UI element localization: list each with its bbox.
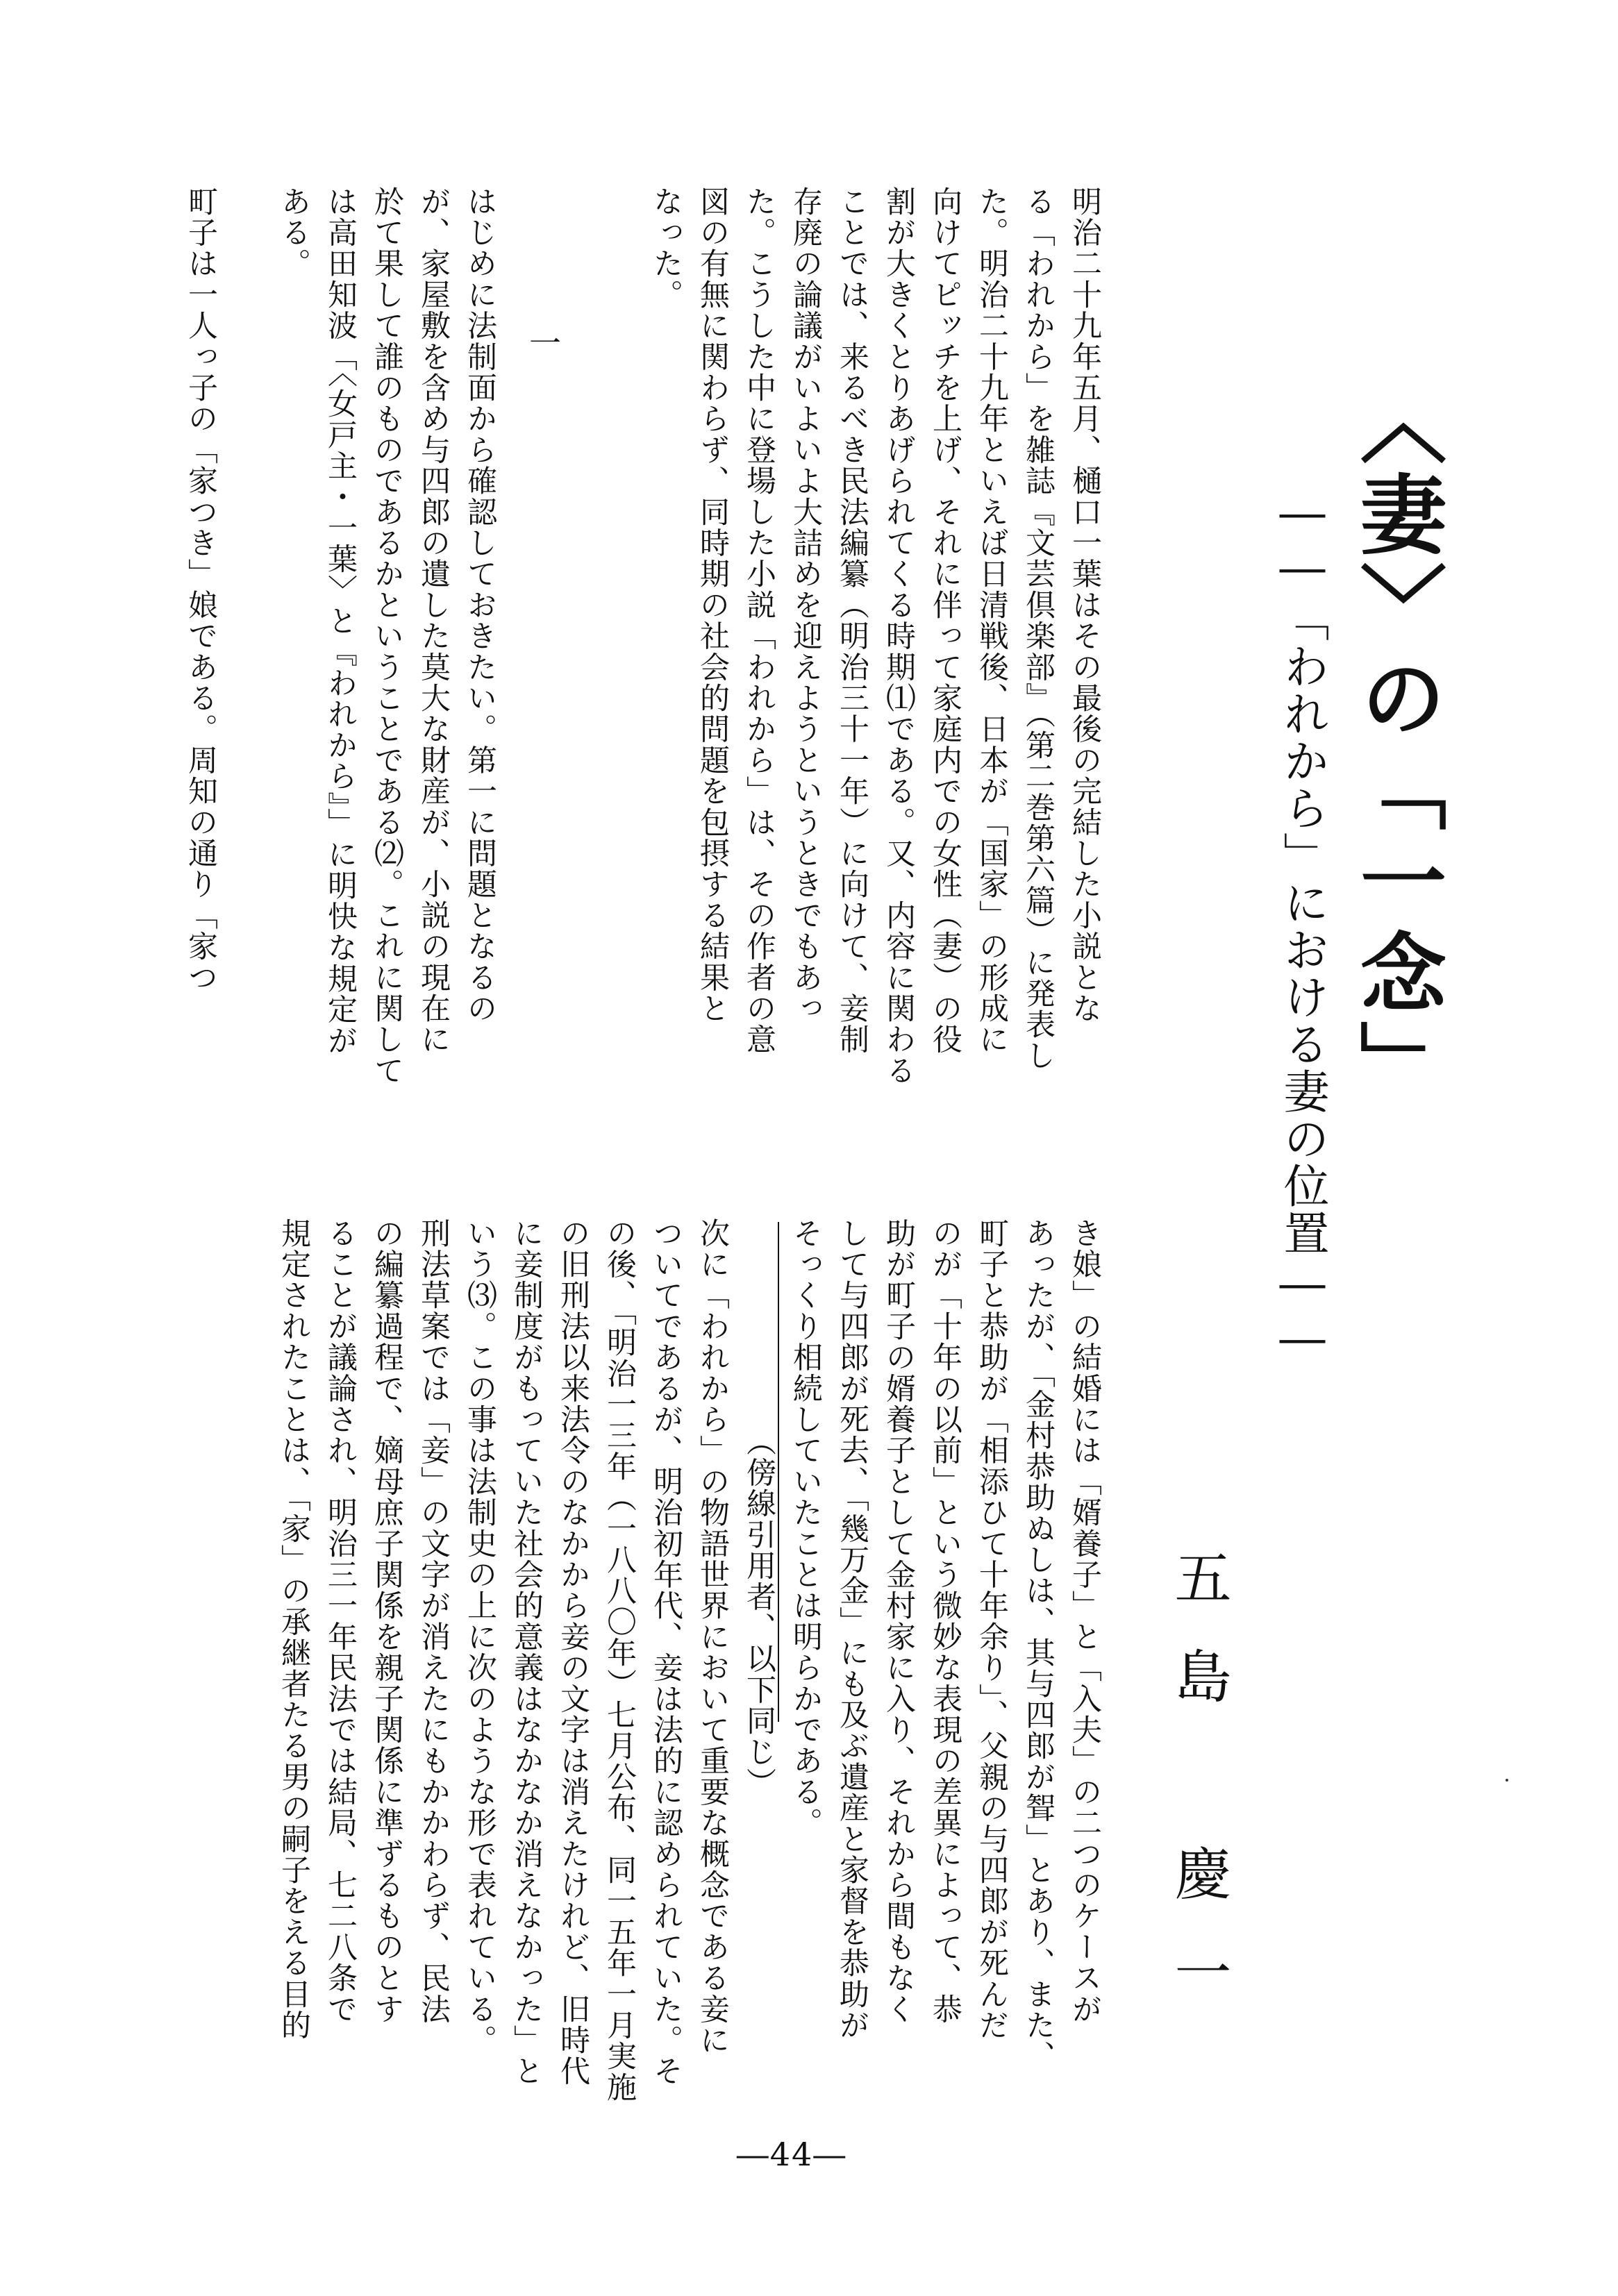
text-line: は高田知波「〈女戸主・一葉〉と『われから』」に明快な規定が bbox=[323, 186, 358, 1057]
intro-text-block bbox=[177, 186, 1108, 1116]
text-line: 割が大きくとりあげられてくる時期⑴である。又、内容に関わる bbox=[881, 186, 916, 1087]
text-line: ついてであるが、明治初年代、妾は法的に認められていた。そ bbox=[649, 1218, 683, 2087]
text-line: の編纂過程で、嫡母庶子関係を親子関係に準ずるものとす bbox=[369, 1218, 404, 2025]
text-line: 規定されたことは、「家」の承継者たる男の嗣子をえる目的 bbox=[276, 1218, 311, 2041]
section-heading: 一 bbox=[524, 326, 562, 358]
text-line: 明治二十九年五月、樋口一葉はその最後の完結した小説とな bbox=[1067, 186, 1102, 1024]
text-line: き娘」の結婚には「婿養子」と「入夫」の二つのケースが bbox=[1067, 1218, 1102, 2025]
text-line: の旧刑法以来法令のなかから妾の文字は消えたけれど、旧時代 bbox=[556, 1218, 590, 2087]
text-line: た。こうした中に登場した小説「われから」は、その作者の意 bbox=[742, 186, 776, 1055]
text-line: して与四郎が死去、「幾万金」にも及ぶ遺産と家督を恭助が bbox=[835, 1218, 869, 2041]
text-line bbox=[549, 186, 596, 1116]
text-line: に妾制度がもっていた社会的意義はなかなか消えなかった」と bbox=[509, 1218, 544, 2087]
article-subtitle: ――「われから」における妻の位置―― bbox=[1276, 486, 1329, 1366]
text-line bbox=[224, 186, 270, 1116]
text-line: 存廃の論議がいよいよ大詰めを迎えようというときでもあっ bbox=[788, 186, 823, 1024]
text-line: ことでは、来るべき民法編纂（明治三十一年）に向けて、妾制 bbox=[835, 186, 869, 1055]
text-line: た。明治二十九年といえば日清戦後、日本が「国家」の形成に bbox=[974, 186, 1009, 1055]
text-line: 於て果して誰のものであるかということである⑵。これに関して bbox=[369, 186, 404, 1087]
text-line: る「われから」を雑誌『文芸倶楽部』（第二巻第六篇）に発表し bbox=[1021, 186, 1056, 1071]
text-line: のが「十年の以前」という微妙な表現の差異によって、恭 bbox=[928, 1218, 962, 2025]
text-line: 助が町子の婿養子として金村家に入り、それから間もなく bbox=[881, 1218, 916, 2025]
text-line: 刑法草案では「妾」の文字が消えたにもかかわらず、民法 bbox=[416, 1218, 451, 2025]
author-name: 五島 慶一 bbox=[1165, 1548, 1231, 2041]
text-line: 町子と恭助が「相添ひて十年余り」、父親の与四郎が死んだ bbox=[974, 1218, 1009, 2041]
text-line: いう⑶。この事は法制史の上に次のような形で表れている。 bbox=[462, 1218, 497, 2056]
article-title: 〈妻〉の「一念」 bbox=[1346, 378, 1446, 1112]
body-text-block bbox=[270, 1218, 1108, 2148]
text-line: なった。 bbox=[649, 186, 683, 310]
text-line bbox=[503, 186, 549, 1116]
text-line: はじめに法制面から確認しておきたい。第一に問題となるの bbox=[462, 186, 497, 1024]
text-line: 次に「われから」の物語世界において重要な概念である妾に bbox=[695, 1218, 730, 2056]
text-line: ある。 bbox=[276, 186, 311, 280]
text-line: ることが議論され、明治三一年民法では結局、七二八条で bbox=[323, 1218, 358, 2025]
page-number: ―44― bbox=[736, 2136, 847, 2173]
text-line: あったが、「金村恭助ぬしは、其与四郎が聟」とあり、また、 bbox=[1021, 1218, 1056, 2072]
text-line: の後、「明治一三年（一八八〇年）七月公布、同一五年一月実施 bbox=[602, 1218, 637, 2103]
text-line: 向けてピッチを上げ、それに伴って家庭内での女性（妻）の役 bbox=[928, 186, 962, 1055]
quote-sideline bbox=[778, 1222, 779, 1722]
scan-speck bbox=[1506, 1779, 1508, 1782]
quote-attribution: （傍線引用者、以下同じ） bbox=[742, 1426, 776, 1799]
text-line: 図の有無に関わらず、同時期の社会的問題を包摂する結果と bbox=[695, 186, 730, 1024]
text-line: 町子は一人っ子の「家つき」娘である。周知の通り「家つ bbox=[183, 186, 218, 994]
text-line: そっくり相続していたことは明らかである。 bbox=[788, 1218, 823, 1838]
text-line: が、家屋敷を含め与四郎の遺した莫大な財産が、小説の現在に bbox=[416, 186, 451, 1055]
text-line bbox=[596, 186, 642, 1116]
